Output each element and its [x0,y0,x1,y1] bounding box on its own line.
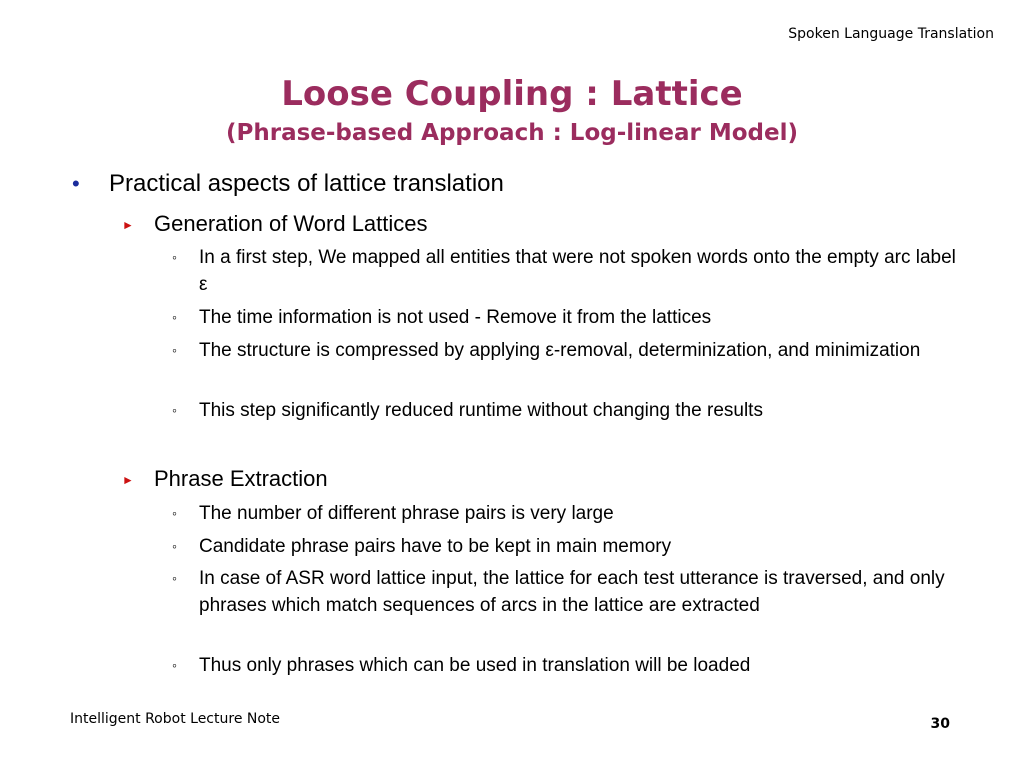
page-number: 30 [930,716,950,732]
section-heading: Phrase Extraction [154,466,328,491]
section-heading: Generation of Word Lattices [154,211,428,236]
bullet-level3 [172,304,962,331]
footer-lecture-title: Intelligent Robot Lecture Note [70,711,281,727]
bullet-text: The structure is compressed by applying ε-removal, determinization, and minimization [199,340,921,361]
triangle-bullet-icon: ► [122,218,134,232]
circle-bullet-icon: ◦ [172,342,177,358]
circle-bullet-icon: ◦ [172,402,177,418]
circle-bullet-icon: ◦ [172,657,177,673]
bullet-text: In a first step, We mapped all entities that were not spoken words onto the empty arc label ε [199,247,956,295]
slide-title: Loose Coupling : Lattice [281,74,743,114]
bullet-text: The time information is not used - Remove it from the lattices [199,307,712,328]
bullet-text: Practical aspects of lattice translation [109,170,504,197]
bullet-level3 [172,500,962,527]
circle-bullet-icon: ◦ [172,309,177,325]
bullet-text: In case of ASR word lattice input, the lattice for each test utterance is traversed, and only phrases which match sequences of arcs in the lattice are extracted [199,568,945,616]
bullet-level3 [172,533,962,560]
bullet-text: Candidate phrase pairs have to be kept in main memory [199,536,672,557]
header-title: Spoken Language Translation [788,26,994,42]
bullet-text: Thus only phrases which can be used in translation will be loaded [199,655,751,676]
bullet-level3 [172,244,962,298]
bullet-level3 [172,397,962,424]
slide-subtitle: (Phrase-based Approach : Log-linear Model) [225,120,799,146]
circle-bullet-icon: ◦ [172,570,177,586]
circle-bullet-icon: ◦ [172,249,177,265]
triangle-bullet-icon: ► [122,473,134,487]
circle-bullet-icon: ◦ [172,505,177,521]
bullet-text: The number of different phrase pairs is very large [199,503,614,524]
bullet-level3 [172,565,962,619]
circle-bullet-icon: ◦ [172,538,177,554]
bullet-level3 [172,337,962,364]
bullet-text: This step significantly reduced runtime without changing the results [199,400,763,421]
bullet-level3 [172,652,962,679]
round-bullet-icon: • [72,171,80,196]
